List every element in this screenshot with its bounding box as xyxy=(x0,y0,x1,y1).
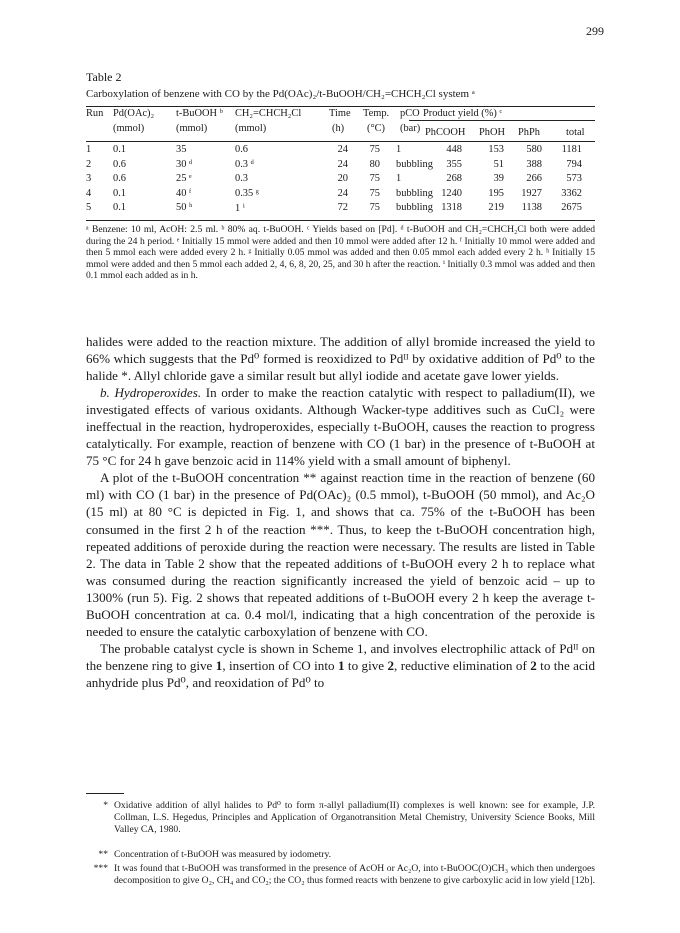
cell-buooh: 25 ᵉ xyxy=(176,173,192,185)
cell-time: 20 xyxy=(337,173,348,185)
header-pco-unit: (bar) xyxy=(400,122,421,134)
cell-allyl: 0.6 xyxy=(235,144,248,155)
header-temp-unit: (°C) xyxy=(367,122,386,134)
header-buooh: t-BuOOH ᵇ xyxy=(176,108,223,119)
cell-pd: 0.6 xyxy=(113,158,126,170)
cell-allyl: 1 ⁱ xyxy=(235,203,245,215)
footnote-mark: * xyxy=(103,800,108,811)
cell-temp: 75 xyxy=(369,202,380,214)
table-bottom-rule xyxy=(86,220,595,221)
cell-pd: 0.6 xyxy=(113,173,126,185)
table-footnotes: ᵃ Benzene: 10 ml, AcOH: 2.5 ml. ᵇ 80% aq. t-BuOOH. ᶜ Yields based on [Pd]. ᵈ t-BuOOH and CH₂=CHCH₂Cl both were added during the 24 h period. ᵉ Initially 15 mmol were added and then 10 mmol were added after 12 h. ᶠ Initially 10 mmol were added and then 5 mmol each were added every 2 h. ᵍ Initially 0.05 mmol was added and then 0.05 mmol each added every 2 h. ʰ Initially 15 mmol were added and then 5 mmol each added 2, 4, 6, 8, 20, 25, and 30 h after the reaction. ⁱ Initially 0.3 mmol was added and then 0.1 mmol each added as in h. xyxy=(86,224,595,282)
cell-allyl: 0.35 ᵍ xyxy=(235,187,259,199)
cell-buooh: 35 xyxy=(176,144,187,155)
cell-run: 4 xyxy=(86,187,92,199)
header-temp: Temp. xyxy=(363,108,390,119)
body-text xyxy=(86,333,595,691)
footnote xyxy=(86,849,595,861)
footnote-mark: *** xyxy=(93,863,108,874)
cell-run: 2 xyxy=(86,158,92,170)
table-row xyxy=(86,159,595,174)
cell-temp: 75 xyxy=(369,187,380,199)
header-product-yield: Product yield (%) ᶜ xyxy=(423,108,503,119)
cell-pd: 0.1 xyxy=(113,187,126,199)
cell-phoh: 51 xyxy=(493,158,504,170)
table-body xyxy=(86,144,595,217)
header-allyl: CH₂=CHCH₂Cl xyxy=(235,108,302,119)
footnote-rule xyxy=(86,793,124,794)
cell-pco: bubbling xyxy=(396,187,433,199)
section-heading: b. Hydroperoxides. xyxy=(100,385,202,401)
table-row xyxy=(86,173,595,188)
page-number: 299 xyxy=(586,24,604,38)
cell-phcooh: 268 xyxy=(446,173,462,185)
header-buooh-unit: (mmol) xyxy=(176,122,208,134)
cell-pd: 0.1 xyxy=(113,202,126,214)
table-header-rule xyxy=(86,141,595,142)
cell-run: 5 xyxy=(86,202,92,214)
cell-phoh: 153 xyxy=(488,144,504,155)
cell-phoh: 219 xyxy=(488,202,504,214)
cell-pd: 0.1 xyxy=(113,144,126,155)
cell-run: 3 xyxy=(86,173,92,185)
header-pd-unit: (mmol) xyxy=(113,122,145,134)
cell-time: 24 xyxy=(337,187,348,199)
cell-total: 1181 xyxy=(561,144,582,155)
cell-time: 24 xyxy=(337,158,348,170)
cell-phph: 388 xyxy=(526,158,542,170)
product-yield-rule xyxy=(409,120,595,121)
cell-allyl: 0.3 xyxy=(235,173,248,185)
cell-total: 3362 xyxy=(561,187,582,199)
footnote xyxy=(86,800,595,837)
paragraph: b. Hydroperoxides. In order to make the reaction catalytic with respect to palladium(II), we investigated effects of various oxidants. Although Wacker-type additives such as CuCl₂ were ineffectual in the reaction, hydroperoxides, especially t-BuOOH, causes the reaction to progress catalytically. For example, reaction of benzene with CO (1 bar) in the presence of t-BuOOH at 75 °C for 24 h gave benzoic acid in 114% yield with a small amount of biphenyl. xyxy=(86,385,595,469)
header-run: Run xyxy=(86,108,104,119)
cell-phcooh: 1240 xyxy=(441,187,462,199)
table-header xyxy=(86,108,595,137)
header-pd: Pd(OAc)₂ xyxy=(113,108,155,119)
header-time-unit: (h) xyxy=(332,122,345,134)
cell-buooh: 30 ᵈ xyxy=(176,158,193,170)
cell-buooh: 40 ᶠ xyxy=(176,187,192,199)
cell-pco: bubbling xyxy=(396,202,433,214)
cell-allyl: 0.3 ᵈ xyxy=(235,158,254,170)
cell-phcooh: 355 xyxy=(446,158,462,170)
cell-total: 2675 xyxy=(561,202,582,214)
footnote-mark: ** xyxy=(98,849,108,860)
header-phph: PhPh xyxy=(518,126,540,138)
cell-run: 1 xyxy=(86,144,92,155)
cell-total: 794 xyxy=(566,158,582,170)
header-allyl-unit: (mmol) xyxy=(235,122,267,134)
cell-phoh: 195 xyxy=(488,187,504,199)
paragraph: The probable catalyst cycle is shown in Scheme 1, and involves electrophilic attack of Pdᴵᴵ on the benzene ring to give 1, insertion of CO into 1 to give 2, reductive elimination of 2 to the acid anhydride plus Pd⁰, and reoxidation of Pd⁰ to xyxy=(86,640,595,690)
table-caption: Carboxylation of benzene with CO by the Pd(OAc)₂/t-BuOOH/CH₂=CHCH₂Cl system ᵃ xyxy=(86,88,475,100)
cell-buooh: 50 ʰ xyxy=(176,202,193,214)
header-pco: pCO xyxy=(400,108,420,119)
footnote-text: It was found that t-BuOOH was transformed in the presence of AcOH or Ac₂O, into t-BuOOC(O)CH₃ which then undergoes decomposition to give O₂, CH₄ and CO₂; the CO₂ thus formed reacts with benzene to give carboxylic acid in low yield [12b]. xyxy=(114,863,595,887)
paragraph: halides were added to the reaction mixture. The addition of allyl bromide increased the yield to 66% which suggests that the Pd⁰ formed is reoxidized to Pdᴵᴵ by oxidative addition of Pd⁰ to the halide *. Allyl chloride gave a similar result but allyl iodide and acetate gave lower yields. xyxy=(86,334,595,384)
table-top-rule xyxy=(86,106,595,107)
table-row xyxy=(86,144,595,159)
header-phoh: PhOH xyxy=(479,126,505,138)
header-total: total xyxy=(566,126,585,138)
cell-temp: 80 xyxy=(369,158,380,170)
header-phcooh: PhCOOH xyxy=(425,126,466,138)
paragraph: A plot of the t-BuOOH concentration ** against reaction time in the reaction of benzene (60 ml) with CO (1 bar) in the presence of Pd(OAc)₂ (0.5 mmol), t-BuOOH (50 mmol), and Ac₂O (15 ml) at 80 °C is depicted in Fig. 1, and shows that ca. 75% of the t-BuOOH has been consumed in the first 2 h of the reaction ***. Thus, to keep the t-BuOOH concentration high, repeated additions of peroxide during the reaction were necessary. The results are listed in Table 2. The data in Table 2 show that the repeated additions of t-BuOOH every 2 h to replace what was consumed during the reaction significantly increased the yield of benzoic acid – up to 1300% (run 5). Fig. 2 shows that repeated additions of t-BuOOH every 2 h keep the average t-BuOOH concentration at ca. 0.4 mol/l, indicating that a high concentration of the peroxide is needed to ensure the catalytic carboxylation of benzene with CO. xyxy=(86,470,595,639)
cell-phoh: 39 xyxy=(493,173,504,185)
cell-temp: 75 xyxy=(369,144,380,155)
header-time: Time xyxy=(329,108,351,119)
cell-phph: 1927 xyxy=(521,187,542,199)
table-row xyxy=(86,202,595,217)
cell-pco: 1 xyxy=(396,144,402,155)
cell-temp: 75 xyxy=(369,173,380,185)
cell-phph: 1138 xyxy=(521,202,542,214)
footnote-text: Oxidative addition of allyl halides to Pd⁰ to form π-allyl palladium(II) complexes is well known: see for example, J.P. Collman, L.S. Hegedus, Principles and Application of Organotransition Metal Chemistry, University Science Books, Mill Valley CA, 1980. xyxy=(114,800,595,836)
table-header-row-2 xyxy=(86,123,595,138)
cell-pco: bubbling xyxy=(396,158,433,170)
cell-time: 72 xyxy=(337,202,348,214)
table-label: Table 2 xyxy=(86,70,122,84)
cell-time: 24 xyxy=(337,144,348,155)
cell-phcooh: 1318 xyxy=(441,202,462,214)
cell-phph: 266 xyxy=(526,173,542,185)
cell-phcooh: 448 xyxy=(446,144,462,155)
table-row xyxy=(86,188,595,203)
cell-pco: 1 xyxy=(396,173,402,185)
cell-total: 573 xyxy=(566,173,582,185)
footnote-text: Concentration of t-BuOOH was measured by iodometry. xyxy=(114,849,332,860)
cell-phph: 580 xyxy=(526,144,542,155)
footnote xyxy=(86,863,595,887)
